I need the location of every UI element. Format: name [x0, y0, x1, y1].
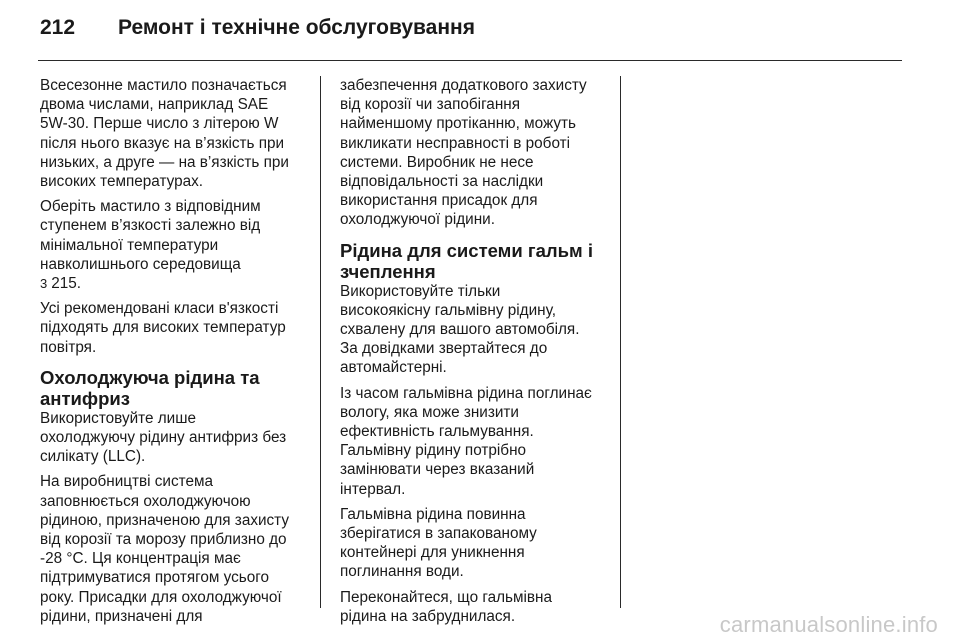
text-line: підходять для високих температур [40, 319, 286, 337]
heading-line: Охолоджуюча рідина та [40, 366, 260, 388]
text-line: На виробництві система [40, 473, 213, 491]
page-title: Ремонт і технічне обслуговування [118, 16, 475, 39]
text-line: автомайстерні. [340, 359, 447, 377]
text-line: -28 °C. Ця концентрація має [40, 550, 241, 568]
text-line: контейнері для уникнення [340, 544, 525, 562]
text-line: від корозії чи запобігання [340, 96, 520, 114]
paragraph-oil-viscosity [40, 76, 312, 191]
text-line: рідиною, призначеною для захисту [40, 511, 290, 529]
heading-line: Рідина для системи гальм і [340, 239, 593, 261]
text-line: Використовуйте лише [40, 409, 196, 427]
paragraph-factory-fill [40, 472, 312, 626]
text-line: 5W-30. Перше число з літерою W [40, 115, 279, 133]
header-rule [38, 60, 902, 61]
text-line: Усі рекомендовані класи в'язкості [40, 300, 279, 318]
text-line: відповідальності за наслідки [340, 173, 544, 191]
text-line: двома числами, наприклад SAE [40, 96, 269, 114]
page-reference-icon: 3 [40, 276, 48, 292]
text-column-2 [340, 76, 614, 632]
text-line: використання присадок для [340, 192, 538, 210]
paragraph-use-coolant [40, 409, 312, 467]
text-line: викликати несправності в роботі [340, 134, 571, 152]
paragraph-contamination [340, 588, 614, 626]
text-line: схвалену для вашого автомобіля. [340, 321, 580, 339]
heading-line: антифриз [40, 387, 130, 409]
text-line: зберігатися в запакованому [340, 525, 537, 543]
paragraph-moisture [340, 384, 614, 499]
text-line: Всесезонне мастило позначається [40, 77, 287, 94]
text-line: високоякісну гальмівну рідину, [340, 301, 556, 319]
text-line: За довідками звертайтеся до [340, 340, 548, 358]
heading-coolant [40, 367, 312, 409]
text-line: ефективність гальмування. [340, 423, 534, 441]
text-line: рідина на забруднилася. [340, 607, 516, 625]
text-line: високих температурах. [40, 173, 204, 191]
text-line: заповнюється охолоджуючою [40, 492, 251, 510]
page-number: 212 [40, 16, 76, 39]
text-line: Із часом гальмівна рідина поглинає [340, 384, 592, 402]
page-header [40, 14, 900, 42]
paragraph-choose-oil [40, 197, 312, 293]
text-column-1 [40, 76, 312, 632]
text-line: мінімальної температури [40, 236, 219, 254]
text-line: низьких, а друге — на в’язкість при [40, 153, 289, 171]
watermark: carmanualsonline.info [719, 612, 938, 637]
text-line: Гальмівна рідина повинна [340, 505, 526, 523]
text-line: охолоджуючу рідину антифриз без [40, 429, 287, 447]
text-line: забезпечення додаткового захисту [340, 77, 587, 94]
text-line: охолоджуючої рідини. [340, 211, 495, 229]
text-line: системи. Виробник не несе [340, 153, 534, 171]
paragraph-use-brake-fluid [340, 282, 614, 378]
paragraph-additives [340, 76, 614, 230]
text-line: поглинання води. [340, 563, 464, 581]
text-line: інтервал. [340, 480, 406, 498]
text-line: підтримуватися протягом усього [40, 569, 269, 587]
text-line: рідини, призначені для [40, 607, 203, 625]
heading-brake-fluid [340, 240, 614, 282]
text-line: року. Присадки для охолоджуючої [40, 588, 282, 606]
page-reference[interactable] [40, 274, 312, 293]
text-line: Оберіть мастило з відповідним [40, 198, 261, 216]
page-reference-number: 215. [51, 275, 82, 293]
heading-line: зчеплення [340, 260, 436, 282]
text-line: після нього вказує на в’язкість при [40, 134, 285, 152]
text-line: Гальмівну рідину потрібно [340, 442, 527, 460]
text-line: навколишнього середовища [40, 255, 241, 273]
text-line: повітря. [40, 338, 97, 356]
text-line: вологу, яка може знизити [340, 403, 519, 421]
column-divider-right [620, 76, 621, 608]
text-line: ступенем в’язкості залежно від [40, 217, 261, 235]
column-divider-left [320, 76, 321, 608]
text-line: замінювати через вказаний [340, 461, 535, 479]
text-line: Переконайтеся, що гальмівна [340, 588, 552, 606]
paragraph-viscosity-classes [40, 299, 312, 357]
text-line: найменшому протіканню, можуть [340, 115, 576, 133]
text-line: від корозії та морозу приблизно до [40, 531, 287, 549]
text-line: Використовуйте тільки [340, 282, 501, 300]
text-line: силікату (LLC). [40, 448, 146, 466]
paragraph-storage [340, 505, 614, 582]
